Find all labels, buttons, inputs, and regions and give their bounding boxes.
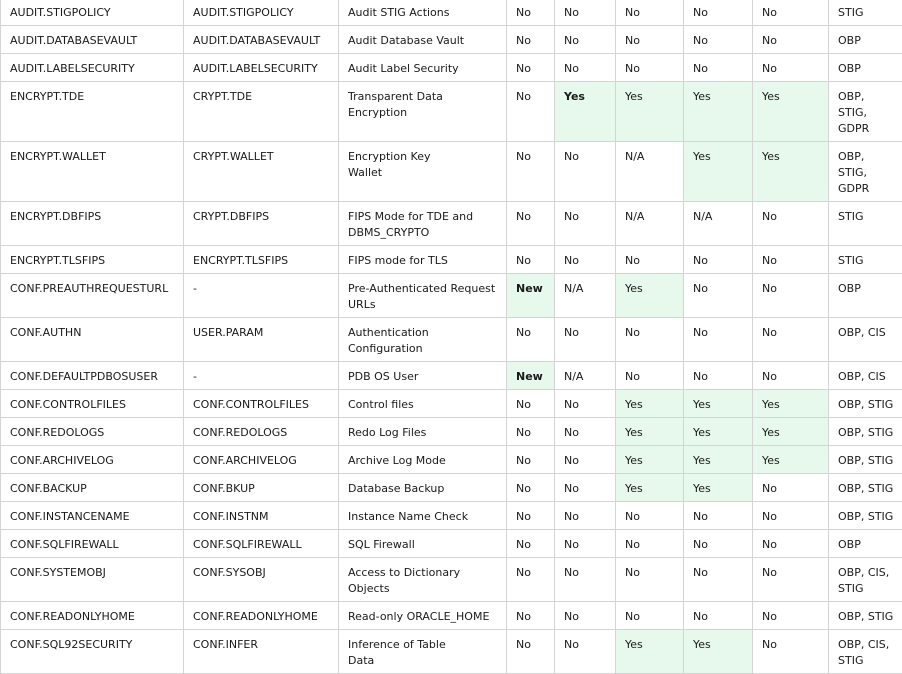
flag-cell: New <box>507 362 555 390</box>
rule-alias-cell: CRYPT.TDE <box>184 82 339 142</box>
table-row <box>1 26 902 54</box>
standards-cell: STIG <box>829 246 902 274</box>
rule-id-cell: AUDIT.STIGPOLICY <box>1 0 184 26</box>
flag-cell: No <box>616 318 684 362</box>
rule-id-cell: CONF.REDOLOGS <box>1 418 184 446</box>
flag-cell: No <box>684 0 753 26</box>
flag-cell: N/A <box>684 202 753 246</box>
table-row <box>1 142 902 202</box>
standards-cell: OBP, CIS, STIG <box>829 630 902 674</box>
flag-cell: No <box>555 0 616 26</box>
rule-id-cell: CONF.CONTROLFILES <box>1 390 184 418</box>
standards-cell: OBP, STIG, GDPR <box>829 142 902 202</box>
flag-cell: No <box>507 54 555 82</box>
flag-cell: No <box>555 558 616 602</box>
flag-cell: No <box>555 142 616 202</box>
flag-cell: No <box>753 530 829 558</box>
flag-cell: No <box>616 246 684 274</box>
standards-cell: OBP <box>829 274 902 318</box>
rule-id-cell: ENCRYPT.TDE <box>1 82 184 142</box>
flag-cell: Yes <box>684 446 753 474</box>
flag-cell: No <box>753 474 829 502</box>
rule-description-cell: PDB OS User <box>339 362 507 390</box>
flag-cell: Yes <box>616 418 684 446</box>
rule-id-cell: CONF.SQLFIREWALL <box>1 530 184 558</box>
flag-cell: Yes <box>616 474 684 502</box>
flag-cell: No <box>507 26 555 54</box>
flag-cell: No <box>507 602 555 630</box>
flag-cell: No <box>753 558 829 602</box>
flag-cell: No <box>555 26 616 54</box>
flag-cell: No <box>753 0 829 26</box>
flag-cell: No <box>616 530 684 558</box>
table-row <box>1 390 902 418</box>
table-row <box>1 0 902 26</box>
standards-cell: OBP, STIG <box>829 446 902 474</box>
flag-cell: Yes <box>616 630 684 674</box>
rule-description-cell: Archive Log Mode <box>339 446 507 474</box>
rule-description-cell: Audit Label Security <box>339 54 507 82</box>
rule-alias-cell: AUDIT.LABELSECURITY <box>184 54 339 82</box>
flag-cell: Yes <box>616 274 684 318</box>
rule-alias-cell: CONF.INSTNM <box>184 502 339 530</box>
flag-cell: Yes <box>753 82 829 142</box>
rule-alias-cell: - <box>184 274 339 318</box>
table-row <box>1 502 902 530</box>
flag-cell: No <box>555 390 616 418</box>
flag-cell: No <box>507 446 555 474</box>
flag-cell: N/A <box>555 274 616 318</box>
rule-description-cell: Audit STIG Actions <box>339 0 507 26</box>
flag-cell: No <box>507 246 555 274</box>
table-row <box>1 82 902 142</box>
flag-cell: No <box>507 390 555 418</box>
rule-description-cell: Instance Name Check <box>339 502 507 530</box>
rule-description-cell: Access to Dictionary Objects <box>339 558 507 602</box>
flag-cell: No <box>753 602 829 630</box>
flag-cell: No <box>507 502 555 530</box>
flag-cell: New <box>507 274 555 318</box>
standards-cell: OBP <box>829 26 902 54</box>
flag-cell: No <box>616 54 684 82</box>
flag-cell: No <box>616 26 684 54</box>
rule-id-cell: CONF.INSTANCENAME <box>1 502 184 530</box>
flag-cell: No <box>555 318 616 362</box>
flag-cell: No <box>616 602 684 630</box>
rule-id-cell: AUDIT.LABELSECURITY <box>1 54 184 82</box>
rule-id-cell: ENCRYPT.DBFIPS <box>1 202 184 246</box>
flag-cell: Yes <box>684 418 753 446</box>
flag-cell: No <box>616 558 684 602</box>
flag-cell: No <box>753 318 829 362</box>
flag-cell: No <box>753 502 829 530</box>
rule-alias-cell: CRYPT.DBFIPS <box>184 202 339 246</box>
rule-description-cell: Database Backup <box>339 474 507 502</box>
flag-cell: No <box>507 558 555 602</box>
rule-alias-cell: CONF.READONLYHOME <box>184 602 339 630</box>
flag-cell: Yes <box>753 142 829 202</box>
rule-description-cell: Encryption Key Wallet <box>339 142 507 202</box>
flag-cell: Yes <box>684 630 753 674</box>
flag-cell: No <box>555 630 616 674</box>
standards-cell: OBP <box>829 530 902 558</box>
flag-cell: No <box>684 274 753 318</box>
flag-cell: Yes <box>684 474 753 502</box>
flag-cell: No <box>555 202 616 246</box>
flag-cell: Yes <box>684 390 753 418</box>
flag-cell: No <box>684 602 753 630</box>
rule-id-cell: CONF.AUTHN <box>1 318 184 362</box>
table-row <box>1 474 902 502</box>
standards-cell: OBP, STIG <box>829 602 902 630</box>
rule-description-cell: Transparent Data Encryption <box>339 82 507 142</box>
rule-description-cell: FIPS mode for TLS <box>339 246 507 274</box>
flag-cell: No <box>507 318 555 362</box>
flag-cell: No <box>753 362 829 390</box>
flag-cell: No <box>555 418 616 446</box>
rule-id-cell: ENCRYPT.TLSFIPS <box>1 246 184 274</box>
flag-cell: No <box>507 202 555 246</box>
rule-id-cell: CONF.ARCHIVELOG <box>1 446 184 474</box>
rule-description-cell: Pre-Authenticated Request URLs <box>339 274 507 318</box>
flag-cell: No <box>507 630 555 674</box>
flag-cell: No <box>507 530 555 558</box>
rule-alias-cell: CRYPT.WALLET <box>184 142 339 202</box>
flag-cell: Yes <box>616 82 684 142</box>
table-row <box>1 630 902 674</box>
flag-cell: No <box>684 362 753 390</box>
rule-alias-cell: CONF.CONTROLFILES <box>184 390 339 418</box>
standards-cell: OBP, STIG <box>829 474 902 502</box>
flag-cell: No <box>753 274 829 318</box>
flag-cell: No <box>684 318 753 362</box>
flag-cell: No <box>753 26 829 54</box>
rule-alias-cell: - <box>184 362 339 390</box>
rule-id-cell: AUDIT.DATABASEVAULT <box>1 26 184 54</box>
rule-id-cell: CONF.SYSTEMOBJ <box>1 558 184 602</box>
rules-table-body <box>1 0 902 674</box>
table-row <box>1 202 902 246</box>
flag-cell: No <box>684 502 753 530</box>
flag-cell: Yes <box>753 418 829 446</box>
flag-cell: No <box>616 0 684 26</box>
standards-cell: STIG <box>829 0 902 26</box>
rule-id-cell: ENCRYPT.WALLET <box>1 142 184 202</box>
flag-cell: No <box>753 246 829 274</box>
flag-cell: No <box>507 0 555 26</box>
rule-alias-cell: CONF.SYSOBJ <box>184 558 339 602</box>
flag-cell: No <box>507 82 555 142</box>
flag-cell: No <box>753 202 829 246</box>
standards-cell: OBP, CIS <box>829 362 902 390</box>
rule-alias-cell: ENCRYPT.TLSFIPS <box>184 246 339 274</box>
flag-cell: Yes <box>555 82 616 142</box>
rule-description-cell: Inference of Table Data <box>339 630 507 674</box>
flag-cell: Yes <box>684 82 753 142</box>
rule-id-cell: CONF.BACKUP <box>1 474 184 502</box>
table-row <box>1 446 902 474</box>
rule-id-cell: CONF.READONLYHOME <box>1 602 184 630</box>
rule-description-cell: Redo Log Files <box>339 418 507 446</box>
standards-cell: OBP, CIS <box>829 318 902 362</box>
flag-cell: Yes <box>753 446 829 474</box>
rule-id-cell: CONF.PREAUTHREQUESTURL <box>1 274 184 318</box>
flag-cell: Yes <box>753 390 829 418</box>
rule-alias-cell: AUDIT.STIGPOLICY <box>184 0 339 26</box>
flag-cell: No <box>507 474 555 502</box>
flag-cell: Yes <box>616 446 684 474</box>
flag-cell: No <box>555 246 616 274</box>
rule-description-cell: Read-only ORACLE_HOME <box>339 602 507 630</box>
rule-id-cell: CONF.DEFAULTPDBOSUSER <box>1 362 184 390</box>
rule-alias-cell: CONF.SQLFIREWALL <box>184 530 339 558</box>
flag-cell: N/A <box>616 202 684 246</box>
standards-cell: OBP <box>829 54 902 82</box>
table-row <box>1 274 902 318</box>
flag-cell: No <box>616 502 684 530</box>
flag-cell: No <box>616 362 684 390</box>
flag-cell: No <box>684 558 753 602</box>
table-row <box>1 318 902 362</box>
standards-cell: OBP, STIG <box>829 390 902 418</box>
flag-cell: No <box>684 26 753 54</box>
flag-cell: No <box>753 630 829 674</box>
standards-cell: OBP, STIG <box>829 502 902 530</box>
table-row <box>1 418 902 446</box>
flag-cell: No <box>555 502 616 530</box>
rule-id-cell: CONF.SQL92SECURITY <box>1 630 184 674</box>
flag-cell: No <box>507 142 555 202</box>
flag-cell: No <box>684 530 753 558</box>
flag-cell: N/A <box>555 362 616 390</box>
rule-alias-cell: CONF.REDOLOGS <box>184 418 339 446</box>
flag-cell: No <box>753 54 829 82</box>
flag-cell: No <box>507 418 555 446</box>
standards-cell: OBP, STIG, GDPR <box>829 82 902 142</box>
flag-cell: No <box>555 474 616 502</box>
flag-cell: No <box>555 446 616 474</box>
rule-alias-cell: AUDIT.DATABASEVAULT <box>184 26 339 54</box>
table-row <box>1 558 902 602</box>
rule-alias-cell: USER.PARAM <box>184 318 339 362</box>
flag-cell: No <box>684 54 753 82</box>
rule-alias-cell: CONF.INFER <box>184 630 339 674</box>
rule-description-cell: Control files <box>339 390 507 418</box>
rule-alias-cell: CONF.ARCHIVELOG <box>184 446 339 474</box>
standards-cell: OBP, CIS, STIG <box>829 558 902 602</box>
rule-description-cell: Authentication Configuration <box>339 318 507 362</box>
flag-cell: No <box>555 54 616 82</box>
standards-cell: STIG <box>829 202 902 246</box>
table-row <box>1 246 902 274</box>
rule-description-cell: SQL Firewall <box>339 530 507 558</box>
rule-description-cell: Audit Database Vault <box>339 26 507 54</box>
table-row <box>1 530 902 558</box>
flag-cell: Yes <box>684 142 753 202</box>
rule-alias-cell: CONF.BKUP <box>184 474 339 502</box>
flag-cell: No <box>555 530 616 558</box>
flag-cell: No <box>684 246 753 274</box>
standards-cell: OBP, STIG <box>829 418 902 446</box>
rule-description-cell: FIPS Mode for TDE and DBMS_CRYPTO <box>339 202 507 246</box>
flag-cell: Yes <box>616 390 684 418</box>
flag-cell: N/A <box>616 142 684 202</box>
table-row <box>1 54 902 82</box>
flag-cell: No <box>555 602 616 630</box>
table-row <box>1 362 902 390</box>
table-row <box>1 602 902 630</box>
